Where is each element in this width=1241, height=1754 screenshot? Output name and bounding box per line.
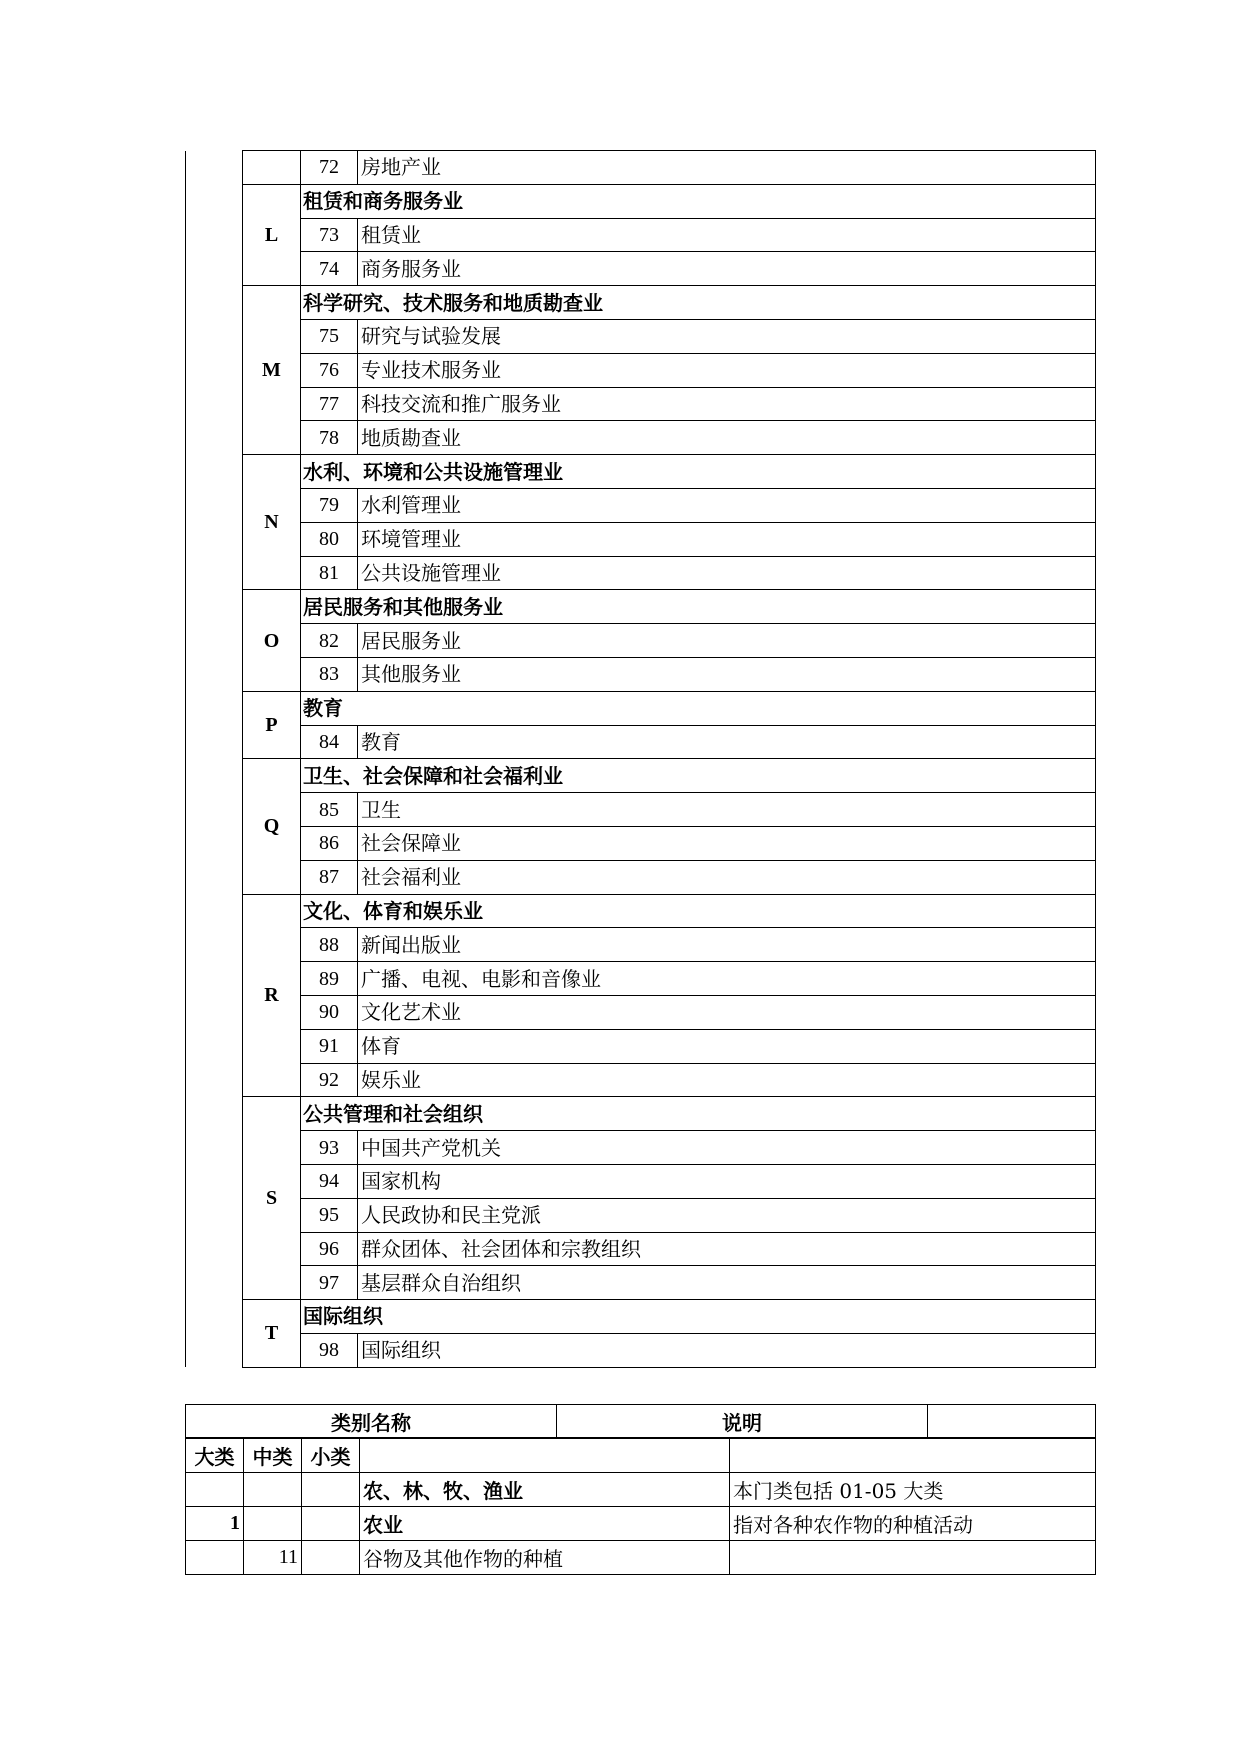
- code-cell: 82: [301, 624, 358, 658]
- name-cell: 社会福利业: [358, 860, 1096, 894]
- blank-cell: [186, 928, 243, 962]
- table-row: [186, 995, 1096, 1029]
- description-cell: 本门类包括 01-05 大类: [730, 1473, 1096, 1507]
- section-row: [186, 759, 1096, 793]
- blank-cell: [186, 1131, 243, 1165]
- name-cell: 中国共产党机关: [358, 1131, 1096, 1165]
- blank-cell: [186, 387, 243, 421]
- name-cell: 人民政协和民主党派: [358, 1198, 1096, 1232]
- table-row: [186, 556, 1096, 590]
- section-letter: T: [243, 1300, 301, 1368]
- blank-cell: [186, 826, 243, 860]
- blank-cell: [186, 151, 243, 185]
- code-cell: 91: [301, 1029, 358, 1063]
- name-cell: 地质勘查业: [358, 421, 1096, 455]
- table-row: [186, 218, 1096, 252]
- blank-cell: [186, 421, 243, 455]
- section-row: [186, 691, 1096, 725]
- name-cell: 商务服务业: [358, 252, 1096, 286]
- table-row: [186, 1507, 1096, 1541]
- section-letter: O: [243, 590, 301, 691]
- major-cell: 1: [186, 1507, 244, 1541]
- table-row: [186, 1198, 1096, 1232]
- section-title: 租赁和商务服务业: [301, 184, 1096, 218]
- table-row: [186, 151, 1096, 185]
- blank-cell: [186, 1300, 243, 1334]
- section-letter: S: [243, 1097, 301, 1300]
- code-cell: 98: [301, 1333, 358, 1367]
- section-letter: M: [243, 286, 301, 455]
- middle-cell: [244, 1507, 302, 1541]
- code-cell: 74: [301, 252, 358, 286]
- name-cell: 体育: [358, 1029, 1096, 1063]
- table-row: [186, 488, 1096, 522]
- table-row: [186, 826, 1096, 860]
- section-letter: Q: [243, 759, 301, 894]
- table-row: [186, 1473, 1096, 1507]
- section-row: [186, 455, 1096, 489]
- blank-cell: [186, 657, 243, 691]
- section-letter: R: [243, 894, 301, 1097]
- table-row: [186, 1541, 1096, 1575]
- blank-cell: [186, 624, 243, 658]
- name-cell: 专业技术服务业: [358, 353, 1096, 387]
- code-cell: 81: [301, 556, 358, 590]
- section-title: 水利、环境和公共设施管理业: [301, 455, 1096, 489]
- code-cell: 88: [301, 928, 358, 962]
- table-row: [186, 319, 1096, 353]
- letter-cell: [243, 151, 301, 185]
- col-head-desc: [730, 1439, 1096, 1473]
- blank-cell: [186, 455, 243, 489]
- blank-cell: [186, 353, 243, 387]
- code-cell: 95: [301, 1198, 358, 1232]
- detail-table: [185, 1438, 1096, 1575]
- code-cell: 86: [301, 826, 358, 860]
- name-cell: 教育: [358, 725, 1096, 759]
- name-cell: 卫生: [358, 793, 1096, 827]
- blank-cell: [186, 1266, 243, 1300]
- code-cell: 87: [301, 860, 358, 894]
- section-letter: L: [243, 184, 301, 285]
- blank-cell: [186, 184, 243, 218]
- table-row: [186, 793, 1096, 827]
- blank-cell: [186, 995, 243, 1029]
- table-row: [186, 1063, 1096, 1097]
- minor-cell: [302, 1473, 360, 1507]
- description-cell: [730, 1541, 1096, 1575]
- name-cell: 研究与试验发展: [358, 319, 1096, 353]
- col-head-minor: 小类: [302, 1439, 360, 1473]
- code-cell: 78: [301, 421, 358, 455]
- name-cell: 环境管理业: [358, 522, 1096, 556]
- table-row: [186, 657, 1096, 691]
- table-row: [186, 1029, 1096, 1063]
- header-category-name: 类别名称: [186, 1405, 557, 1438]
- blank-cell: [186, 1063, 243, 1097]
- name-cell: 居民服务业: [358, 624, 1096, 658]
- code-cell: 84: [301, 725, 358, 759]
- header-row: [186, 1405, 1096, 1438]
- code-cell: 89: [301, 962, 358, 996]
- table-row: [186, 1164, 1096, 1198]
- blank-cell: [186, 894, 243, 928]
- name-cell: 社会保障业: [358, 826, 1096, 860]
- description-cell: 指对各种农作物的种植活动: [730, 1507, 1096, 1541]
- table-row: [186, 522, 1096, 556]
- blank-cell: [186, 488, 243, 522]
- middle-cell: 11: [244, 1541, 302, 1575]
- code-cell: 96: [301, 1232, 358, 1266]
- section-title: 科学研究、技术服务和地质勘查业: [301, 286, 1096, 320]
- table-row: [186, 252, 1096, 286]
- section-letter: N: [243, 455, 301, 590]
- blank-cell: [186, 319, 243, 353]
- section-title: 居民服务和其他服务业: [301, 590, 1096, 624]
- code-cell: 83: [301, 657, 358, 691]
- name-cell: 租赁业: [358, 218, 1096, 252]
- name-cell: 其他服务业: [358, 657, 1096, 691]
- table-row: [186, 1333, 1096, 1367]
- classification-table: [185, 150, 1095, 1368]
- section-row: [186, 1300, 1096, 1334]
- blank-cell: [186, 590, 243, 624]
- code-cell: 90: [301, 995, 358, 1029]
- header-empty: [928, 1405, 1096, 1438]
- section-row: [186, 286, 1096, 320]
- code-cell: 92: [301, 1063, 358, 1097]
- section-row: [186, 184, 1096, 218]
- blank-cell: [186, 1097, 243, 1131]
- blank-cell: [186, 793, 243, 827]
- code-cell: 72: [301, 151, 358, 185]
- blank-cell: [186, 962, 243, 996]
- blank-cell: [186, 1164, 243, 1198]
- name-cell: 国家机构: [358, 1164, 1096, 1198]
- header-description: 说明: [557, 1405, 928, 1438]
- name-cell: 娱乐业: [358, 1063, 1096, 1097]
- column-head-row: [186, 1439, 1096, 1473]
- blank-cell: [186, 218, 243, 252]
- table-row: [186, 1232, 1096, 1266]
- table-row: [186, 387, 1096, 421]
- name-cell: 科技交流和推广服务业: [358, 387, 1096, 421]
- category-name-cell: 农、林、牧、渔业: [360, 1473, 730, 1507]
- col-head-middle: 中类: [244, 1439, 302, 1473]
- code-cell: 85: [301, 793, 358, 827]
- name-cell: 国际组织: [358, 1333, 1096, 1367]
- table-row: [186, 1266, 1096, 1300]
- section-title: 文化、体育和娱乐业: [301, 894, 1096, 928]
- blank-cell: [186, 1198, 243, 1232]
- section-title: 国际组织: [301, 1300, 1096, 1334]
- header-table: [185, 1404, 1096, 1438]
- table-row: [186, 624, 1096, 658]
- name-cell: 广播、电视、电影和音像业: [358, 962, 1096, 996]
- code-cell: 76: [301, 353, 358, 387]
- section-row: [186, 1097, 1096, 1131]
- code-cell: 73: [301, 218, 358, 252]
- col-head-name: [360, 1439, 730, 1473]
- name-cell: 房地产业: [358, 151, 1096, 185]
- code-cell: 93: [301, 1131, 358, 1165]
- blank-cell: [186, 691, 243, 725]
- major-cell: [186, 1541, 244, 1575]
- blank-cell: [186, 1333, 243, 1367]
- blank-cell: [186, 252, 243, 286]
- code-cell: 97: [301, 1266, 358, 1300]
- blank-cell: [186, 522, 243, 556]
- name-cell: 水利管理业: [358, 488, 1096, 522]
- section-title: 教育: [301, 691, 1096, 725]
- col-head-major: 大类: [186, 1439, 244, 1473]
- name-cell: 文化艺术业: [358, 995, 1096, 1029]
- table-row: [186, 725, 1096, 759]
- code-cell: 80: [301, 522, 358, 556]
- blank-cell: [186, 725, 243, 759]
- table-row: [186, 962, 1096, 996]
- blank-cell: [186, 1029, 243, 1063]
- minor-cell: [302, 1541, 360, 1575]
- minor-cell: [302, 1507, 360, 1541]
- section-title: 卫生、社会保障和社会福利业: [301, 759, 1096, 793]
- table-row: [186, 1131, 1096, 1165]
- blank-cell: [186, 759, 243, 793]
- table-row: [186, 928, 1096, 962]
- middle-cell: [244, 1473, 302, 1507]
- section-row: [186, 590, 1096, 624]
- blank-cell: [186, 860, 243, 894]
- table-row: [186, 353, 1096, 387]
- blank-cell: [186, 556, 243, 590]
- table-row: [186, 421, 1096, 455]
- category-name-cell: 农业: [360, 1507, 730, 1541]
- lower-section: [185, 1404, 1095, 1575]
- code-cell: 77: [301, 387, 358, 421]
- name-cell: 群众团体、社会团体和宗教组织: [358, 1232, 1096, 1266]
- major-cell: [186, 1473, 244, 1507]
- section-row: [186, 894, 1096, 928]
- blank-cell: [186, 286, 243, 320]
- section-title: 公共管理和社会组织: [301, 1097, 1096, 1131]
- code-cell: 75: [301, 319, 358, 353]
- code-cell: 94: [301, 1164, 358, 1198]
- blank-cell: [186, 1232, 243, 1266]
- name-cell: 公共设施管理业: [358, 556, 1096, 590]
- name-cell: 基层群众自治组织: [358, 1266, 1096, 1300]
- name-cell: 新闻出版业: [358, 928, 1096, 962]
- code-cell: 79: [301, 488, 358, 522]
- table-row: [186, 860, 1096, 894]
- section-letter: P: [243, 691, 301, 759]
- category-name-cell: 谷物及其他作物的种植: [360, 1541, 730, 1575]
- industry-table: [185, 150, 1096, 1368]
